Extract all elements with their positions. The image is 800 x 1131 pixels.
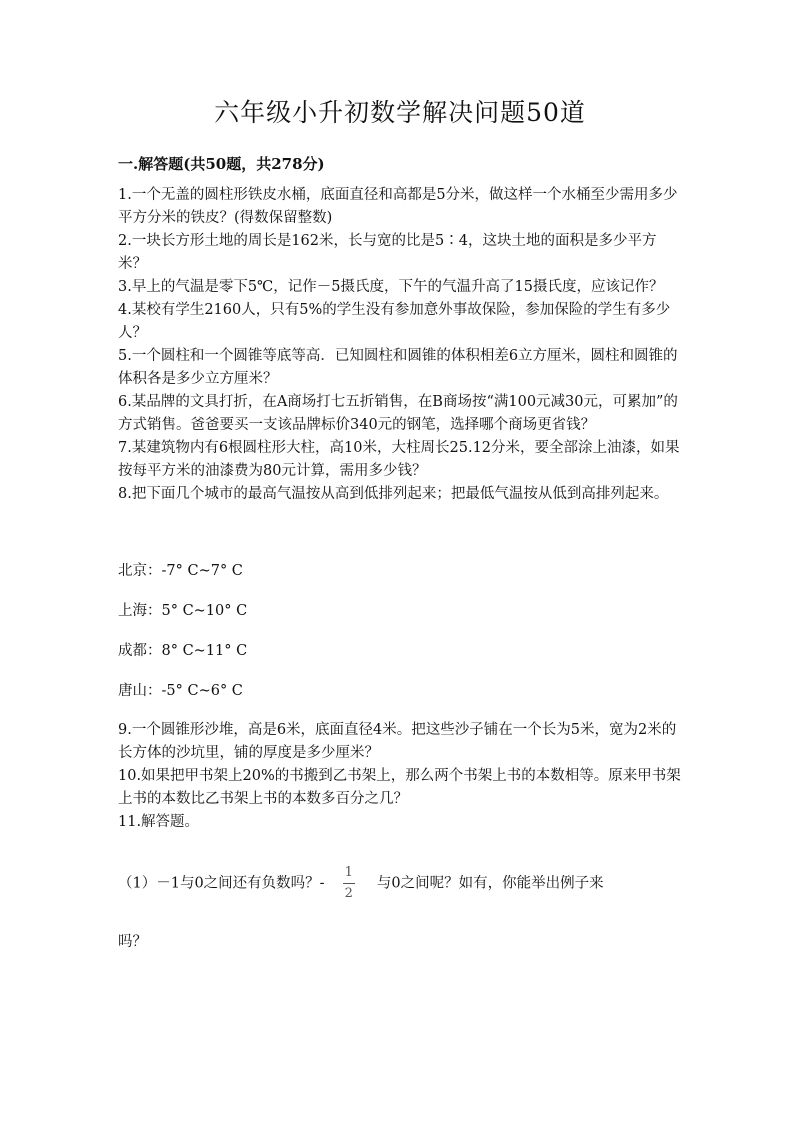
- fraction-bar: [343, 883, 355, 884]
- question-7: 7.某建筑物内有6根圆柱形大柱，高10米，大柱周长25.12分米，要全部涂上油漆，如果按每平方米的油漆费为80元计算，需用多少钱？: [118, 440, 680, 479]
- question-3: 3.早上的气温是零下5℃，记作－5摄氏度，下午的气温升高了15摄氏度，应该记作？: [118, 279, 664, 295]
- question-11: 11.解答题。: [118, 814, 200, 830]
- sub-question-1: [118, 866, 718, 901]
- city-beijing: 北京：-7° C~7° C: [118, 563, 243, 579]
- city-shanghai: 上海：5° C~10° C: [118, 603, 248, 619]
- sub-question-continuation: 吗？: [118, 934, 147, 950]
- question-5: 5.一个圆柱和一个圆锥等底等高．已知圆柱和圆锥的体积相差6立方厘米，圆柱和圆锥的体积各是多少立方厘米？: [118, 348, 678, 387]
- city-tangshan: 唐山：-5° C~6° C: [118, 683, 243, 699]
- city-chengdu: 成都：8° C~11° C: [118, 643, 248, 659]
- question-list-part1: [118, 184, 683, 506]
- question-9: 9.一个圆锥形沙堆，高是6米，底面直径4米。把这些沙子铺在一个长为5米，宽为2米的长方体的沙坑里，铺的厚度是多少厘米？: [118, 722, 677, 761]
- question-2: 2.一块长方形土地的周长是162米，长与宽的比是5∶4，这块土地的面积是多少平方米？: [118, 233, 657, 272]
- fraction-one-half: [343, 866, 355, 901]
- city-temperature-list: [118, 560, 683, 720]
- question-1: 1.一个无盖的圆柱形铁皮水桶，底面直径和高都是5分米，做这样一个水桶至少需用多少平方分米的铁皮？(得数保留整数): [118, 187, 678, 226]
- sub-question-text-after: 与0之间呢？如有，你能举出例子来: [376, 875, 604, 892]
- sub-question-text-before: （1）－1与0之间还有负数吗？-: [118, 875, 325, 892]
- question-6: 6.某品牌的文具打折，在A商场打七五折销售，在B商场按“满100元减30元，可累加”的方式销售。爸爸要买一支该品牌标价340元的钢笔，选择哪个商场更省钱？: [118, 394, 678, 433]
- question-list-part2: [118, 719, 683, 834]
- question-4: 4.某校有学生2160人，只有5%的学生没有参加意外事故保险，参加保险的学生有多少人？: [118, 302, 671, 341]
- question-8: 8.把下面几个城市的最高气温按从高到低排列起来；把最低气温按从低到高排列起来。: [118, 486, 669, 502]
- fraction-denominator: 2: [344, 886, 353, 901]
- section-heading: 一.解答题(共50题，共278分): [118, 155, 325, 173]
- fraction-numerator: 1: [344, 865, 353, 880]
- question-10: 10.如果把甲书架上20%的书搬到乙书架上，那么两个书架上书的本数相等。原来甲书架上书的本数比乙书架上书的本数多百分之几？: [118, 768, 681, 807]
- page-title: 六年级小升初数学解决问题50道: [214, 98, 586, 127]
